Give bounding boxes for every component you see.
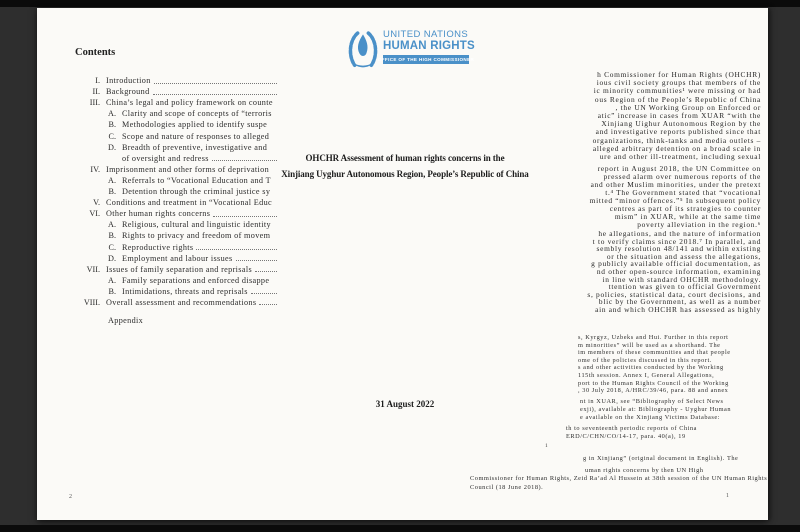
contents-heading: Contents (75, 47, 116, 58)
body-text-line: g publicly available official documentation, as (591, 259, 761, 269)
toc-entry-label: Scope and nature of responses to alleged (122, 131, 270, 141)
body-text-line: centres as part of its strategies to counter (609, 204, 761, 213)
body-text-line: h Commissioner for Human Rights (OHCHR) (597, 70, 761, 79)
toc-entry-label: Breadth of preventive, investigative and (122, 142, 268, 152)
toc-entry-number: C. (108, 131, 116, 141)
toc-entry (62, 252, 280, 263)
page-number-body: 1 (726, 493, 729, 499)
toc-entry-number: B. (108, 187, 116, 197)
body-text-line: sembly resolution 48/141 and within existing (596, 244, 761, 254)
toc-entry (62, 174, 280, 185)
toc-appendix-label: Appendix (108, 316, 144, 325)
body-text-line: ure and other ill-treatment, including sexual (599, 152, 761, 162)
letterbox-top (0, 0, 800, 7)
toc-entry-number: B. (108, 286, 116, 296)
toc-entry (62, 263, 280, 274)
footnote-group (583, 455, 738, 463)
footnote-group (580, 398, 731, 421)
body-text-line: mism” in XUAR, while at the same time (614, 212, 761, 221)
toc-entry-number: VIII. (83, 297, 100, 307)
body-text-line: nd other open-source information, examining (596, 266, 761, 276)
toc-entry-label: Family separations and enforced disappe (122, 275, 270, 285)
toc-entry-label: China’s legal and policy framework on counte (106, 98, 273, 108)
footnote-line: port to the Human Rights Council of the Working (578, 379, 729, 387)
toc-entry-number: A. (108, 109, 116, 119)
logo-office-bar (377, 55, 475, 64)
body-paragraph (587, 230, 761, 314)
title-footnote-marker: 1 (545, 443, 548, 449)
body-text-line: t.⁴ The Government stated that “vocational (605, 188, 761, 197)
body-paragraph (593, 71, 761, 161)
toc-entry-number: D. (108, 253, 116, 263)
toc-entry (62, 218, 280, 229)
toc-entry-label: Reproductive rights (122, 242, 194, 252)
body-text-line: pressed alarm over numerous reports of the (603, 172, 761, 181)
footnote-line: ome of the policies discussed in this report. (578, 356, 712, 364)
toc-entry (62, 163, 280, 174)
body-text-line: and other Muslim minorities, under the pretext (590, 180, 761, 189)
toc-entry-number: VI. (89, 209, 100, 219)
toc-entry-label: Clarity and scope of concepts of “terroris (122, 109, 272, 119)
toc-entry-label: Conditions and treatment in “Vocational Educ (106, 198, 272, 208)
toc-entry-number: V. (93, 198, 100, 208)
toc-entry-label: Rights to privacy and freedom of movem (122, 231, 271, 241)
body-text-line: organizations, think-tanks and media outlets – (592, 135, 761, 145)
toc-entry-label: Referrals to “Vocational Education and T (122, 175, 271, 185)
toc-entry-number: IV. (90, 164, 100, 174)
toc-entry-label: Issues of family separation and reprisals (106, 264, 252, 274)
logo-program-name: HUMAN RIGHTS (383, 40, 475, 52)
body-text-line: ous Region of the People’s Republic of China (594, 94, 761, 104)
body-text-line: s, policies, statistical data, court decisions, and (587, 289, 761, 299)
toc-entry-label: Methodologies applied to identify suspe (122, 120, 268, 130)
toc-dot-leader (154, 83, 277, 84)
toc-entry-label: Employment and labour issues (122, 253, 233, 263)
body-text-line: blic by the Government, as well as a number (598, 297, 761, 307)
body-text-line: in line with standard OHCHR methodology. (602, 274, 761, 284)
toc-entry-number: B. (108, 231, 116, 241)
toc-entry (62, 152, 280, 163)
body-text-line: , the UN Working Group on Enforced or (615, 102, 761, 112)
toc-entry-label: Imprisonment and other forms of deprivation (106, 164, 270, 174)
toc-entry-number: A. (108, 220, 116, 230)
toc-entry-number: C. (108, 242, 116, 252)
toc-entry-label: Background (106, 87, 150, 97)
report-title-line1: OHCHR Assessment of human rights concerns in the (305, 153, 505, 163)
report-date: 31 August 2022 (375, 399, 435, 409)
toc-entry (62, 85, 280, 96)
toc-dot-leader (153, 94, 277, 95)
toc-entry-number: VII. (86, 264, 100, 274)
body-text-line: mitted “minor offences.”⁵ In subsequent policy (589, 196, 761, 205)
footnote-line: ERD/C/CHN/CO/14-17, para. 40(a), 19 (566, 433, 686, 440)
toc-entry-label: Detention through the criminal justice sy (122, 187, 271, 197)
footnote-line: m minorities” will be used as a shorthand. The (578, 341, 721, 349)
footnote-line: 115th session. Annex I, General Allegations, (578, 371, 715, 379)
footnote-line: g in Xinjiang” (original document in English). The (583, 455, 739, 462)
caption-line: Council (18 June 2018). (470, 483, 544, 491)
toc-entry (62, 296, 280, 307)
footnote-group (566, 425, 697, 441)
footnote-line: th to seventeenth periodic reports of China (566, 425, 698, 432)
toc-entry-label: Overall assessment and recommendations (106, 297, 257, 307)
toc-list (62, 74, 280, 307)
page-number-contents: 2 (69, 494, 72, 500)
toc-entry-label: Other human rights concerns (106, 209, 211, 219)
toc-dot-leader (213, 216, 277, 217)
caption-line: uman rights concerns by then UN High (585, 467, 704, 474)
un-human-rights-logo (337, 22, 517, 84)
toc-dot-leader (259, 304, 277, 305)
toc-entry (62, 129, 280, 140)
un-human-rights-emblem-icon (345, 26, 381, 81)
footnote-line: , 30 July 2018, A/HRC/39/46, para. 88 and annex (578, 387, 729, 395)
body-text-line: and investigative reports published since that (595, 127, 761, 137)
logo-org-name: UNITED NATIONS (383, 29, 469, 40)
toc-entry (62, 240, 280, 251)
toc-entry-number: I. (95, 76, 100, 86)
toc-entry-number: A. (108, 175, 116, 185)
footnote-line: nt in XUAR, see “Bibliography of Select News (580, 398, 724, 405)
document-page-spread (37, 8, 768, 520)
body-text-line: ttention was given to official Government (608, 282, 761, 292)
toc-dot-leader (255, 271, 277, 272)
report-title-line2: Xinjiang Uyghur Autonomous Region, People’s Republic of China (281, 168, 529, 179)
body-paragraph (590, 165, 761, 229)
toc-entry (62, 118, 280, 129)
toc-dot-leader (236, 260, 277, 261)
toc-entry-label: Intimidations, threats and reprisals (122, 286, 248, 296)
toc-entry (62, 207, 280, 218)
caption-line: Commissioner for Human Rights, Zeid Ra’ad Al Hussein at 38th session of the UN Human Rights (470, 475, 768, 482)
footnote-line: s and other activities conducted by the Working (578, 364, 724, 372)
body-text-line: poverty alleviation in the region.⁶ (637, 220, 761, 229)
body-text-line: he allegations, and the nature of information (598, 229, 761, 238)
report-title (267, 151, 543, 182)
footnote-line: s, Kyrgyz, Uzbeks and Hui. Further in this report (578, 334, 729, 341)
letterbox-bottom (0, 525, 800, 532)
toc-entry (62, 229, 280, 240)
toc-entry-label: of oversight and redress (122, 153, 209, 163)
toc-entry-number: III. (89, 98, 100, 108)
toc-dot-leader (251, 293, 277, 294)
toc-entry-number: A. (108, 275, 116, 285)
footnote-group (578, 334, 731, 395)
footnote-line: e available on the Xinjiang Victims Database: (580, 413, 721, 421)
toc-entry-label: Introduction (106, 76, 151, 86)
logo-wordmark (377, 29, 475, 64)
body-text-line: ain and which OHCHR has assessed as highly (595, 304, 761, 314)
toc-entry (62, 196, 280, 207)
toc-entry (62, 185, 280, 196)
body-text-line: atic” increase in cases from XUAR “with the (597, 111, 761, 121)
logo-office-name: OFFICE OF THE HIGH COMMISSIONER (377, 56, 475, 62)
toc-entry-number: B. (108, 120, 116, 130)
toc-entry-label: Religious, cultural and linguistic identity (122, 220, 271, 230)
footnote-line: im members of these communities and that people (578, 349, 731, 357)
body-text-line: t to verify claims since 2018.⁷ In parallel, and (592, 236, 761, 246)
body-text-line: Xinjiang Uighur Autonomous Region by the (601, 119, 761, 129)
toc-entry (62, 274, 280, 285)
toc-entry (62, 96, 280, 107)
footnote-line: exji), available at: Bibliography - Uyghur Human (580, 405, 732, 413)
body-text-line: ic minority communities¹ were missing or had (593, 86, 761, 96)
toc-entry (62, 107, 280, 118)
toc-entry-number: D. (108, 142, 116, 152)
body-text-line: report in August 2018, the UN Committee on (597, 164, 761, 173)
body-text-line: alleged arbitrary detention on a broad scale in (592, 143, 761, 153)
body-text-line: or the situation and assess the allegations, (606, 251, 761, 261)
body-text-line: ious civil society groups that members of the (596, 78, 761, 88)
toc-entry (62, 285, 280, 296)
toc-entry (62, 74, 280, 85)
toc-entry-number: II. (92, 87, 100, 97)
toc-entry (62, 141, 280, 152)
toc-dot-leader (196, 249, 277, 250)
